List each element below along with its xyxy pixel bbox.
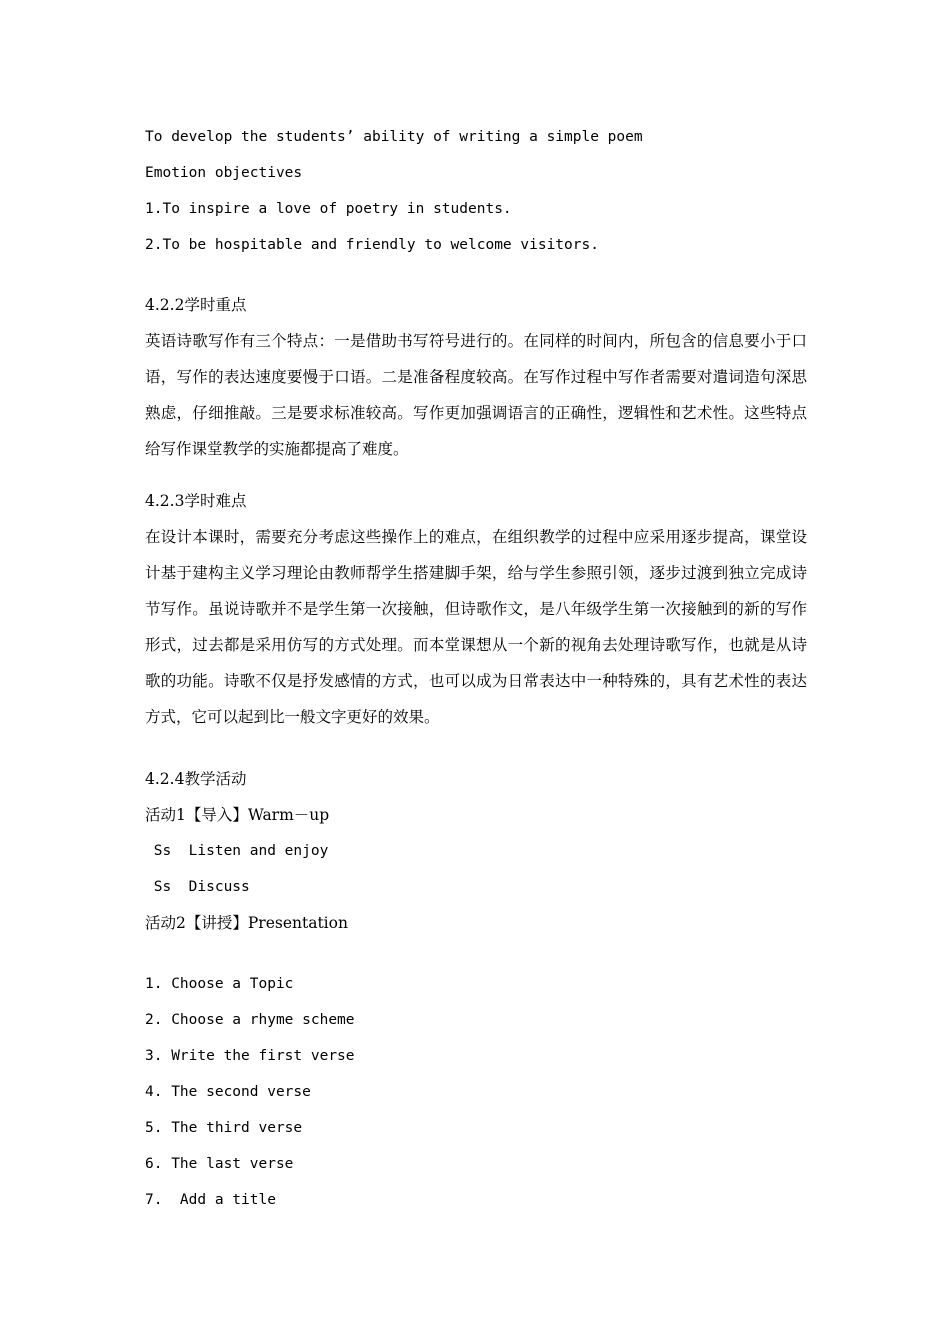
key-points-paragraph: 英语诗歌写作有三个特点：一是借助书写符号进行的。在同样的时间内，所包含的信息要小于口语，写作的表达速度要慢于口语。二是准备程度较高。在写作过程中写作者需要对遣词造句深思熟虑，仔细推敲。三是要求标准较高。写作更加强调语言的正确性，逻辑性和艺术性。这些特点给写作课堂教学的实施都提高了难度。 — [145, 332, 807, 458]
activity-1-item: Ss Discuss — [145, 879, 250, 895]
section-heading-activities: 4.2.4教学活动 — [145, 770, 247, 788]
section-heading-key-points: 4.2.2学时重点 — [145, 296, 247, 314]
step-item: 2. Choose a rhyme scheme — [145, 1012, 355, 1028]
step-item: 1. Choose a Topic — [145, 976, 294, 992]
emotion-objectives-heading: Emotion objectives — [145, 165, 303, 181]
step-item: 5. The third verse — [145, 1120, 303, 1136]
step-item: 4. The second verse — [145, 1084, 311, 1100]
activity-1-title: 活动1【导入】Warm－up — [145, 806, 330, 824]
step-item: 7. Add a title — [145, 1192, 276, 1208]
activity-1-item: Ss Listen and enjoy — [145, 843, 329, 859]
step-item: 6. The last verse — [145, 1156, 294, 1172]
step-item: 3. Write the first verse — [145, 1048, 355, 1064]
difficulties-paragraph: 在设计本课时，需要充分考虑这些操作上的难点，在组织教学的过程中应采用逐步提高，课堂设计基于建构主义学习理论由教师帮学生搭建脚手架，给与学生参照引领，逐步过渡到独立完成诗节写作。虽说诗歌并不是学生第一次接触，但诗歌作文，是八年级学生第一次接触到的新的写作形式，过去都是采用仿写的方式处理。而本堂课想从一个新的视角去处理诗歌写作，也就是从诗歌的功能。诗歌不仅是抒发感情的方式，也可以成为日常表达中一种特殊的，具有艺术性的表达方式，它可以起到比一般文字更好的效果。 — [145, 528, 807, 726]
skill-objective-line: To develop the students’ ability of writing a simple poem — [145, 129, 643, 145]
activity-2-title: 活动2【讲授】Presentation — [145, 914, 348, 932]
emotion-objective-1: 1.To inspire a love of poetry in students. — [145, 201, 512, 217]
emotion-objective-2: 2.To be hospitable and friendly to welcome visitors. — [145, 237, 599, 253]
section-heading-difficulties: 4.2.3学时难点 — [145, 492, 247, 510]
